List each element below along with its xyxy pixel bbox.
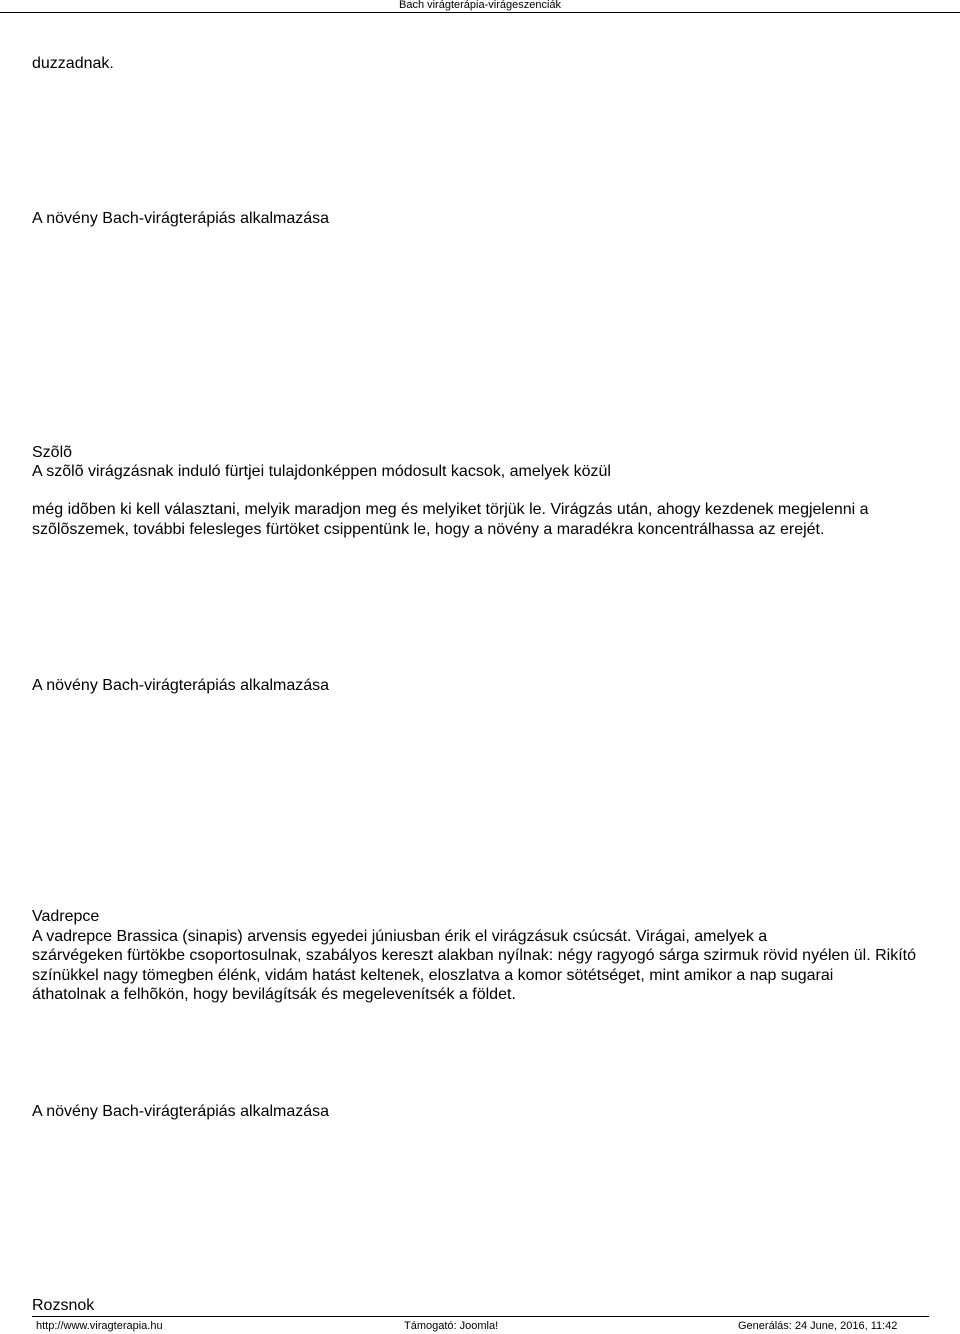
section-subtitle: A növény Bach-virágterápiás alkalmazása — [32, 1103, 330, 1120]
header-divider — [0, 12, 960, 13]
description-line: szõlõszemek, további felesleges fürtöket csippentünk le, hogy a növény a maradékra koncentrálhassa az erejét. — [32, 521, 825, 538]
description-line: még idõben ki kell választani, melyik maradjon meg és melyiket törjük le. Virágzás után, ahogy kezdenek megjelenni a — [32, 501, 869, 518]
description-line: áthatolnak a felhõkön, hogy bevilágítsák és megelevenítsék a földet. — [32, 986, 516, 1003]
description-line: A vadrepce Brassica (sinapis) arvensis egyedei júniusban érik el virágzásuk csúcsát. Virágai, amelyek a — [32, 928, 768, 945]
description-line: szárvégeken fürtökbe csoportosulnak, szabályos kereszt alakban nyílnak: négy ragyogó sárga szirmuk rövid nyélen ül. Rikító — [32, 947, 917, 964]
plant-name: Vadrepce — [32, 908, 100, 925]
continuation-text: duzzadnak. — [32, 55, 114, 72]
footer-divider — [32, 1316, 929, 1317]
section-subtitle: A növény Bach-virágterápiás alkalmazása — [32, 677, 330, 694]
plant-name: Rozsnok — [32, 1297, 95, 1314]
footer-generated-timestamp: Generálás: 24 June, 2016, 11:42 — [738, 1320, 898, 1332]
page-header-title: Bach virágterápia-virágeszenciák — [398, 0, 562, 11]
plant-name: Szõlõ — [32, 444, 73, 461]
footer-sponsor: Támogató: Joomla! — [404, 1320, 499, 1332]
section-subtitle: A növény Bach-virágterápiás alkalmazása — [32, 210, 330, 227]
footer-url-link[interactable]: http://www.viragterapia.hu — [36, 1320, 163, 1332]
description-line: A szõlõ virágzásnak induló fürtjei tulajdonképpen módosult kacsok, amelyek közül — [32, 463, 611, 480]
description-line: színükkel nagy tömegben élénk, vidám hatást keltenek, eloszlatva a komor sötétséget, mint amikor a nap sugarai — [32, 967, 834, 984]
